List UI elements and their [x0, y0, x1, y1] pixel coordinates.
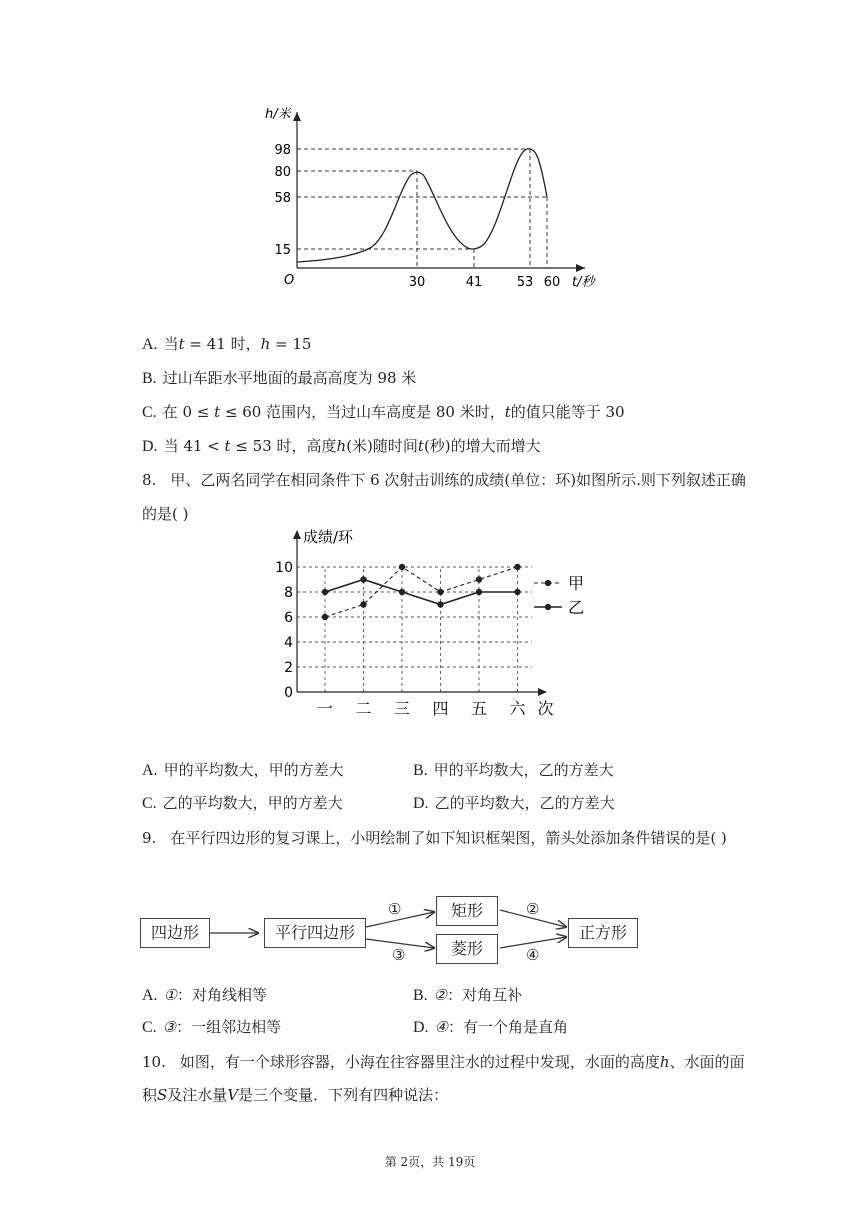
x-axis-arrow [538, 688, 547, 696]
q9-option-a: A. ①：对角线相等 [142, 986, 268, 1004]
flow-box-rectangle: 矩形 [436, 896, 498, 926]
q7-option-a: A. 当t = 41 时，h = 15 [142, 335, 312, 353]
flow-box-square: 正方形 [568, 918, 638, 948]
series-1-point [322, 614, 328, 620]
arrow-marker-4: ④ [526, 946, 540, 964]
x-axis-label: t/秒 [572, 275, 595, 290]
q10-stem-line2: 积S及注水量V是三个变量．下列有四种说法： [142, 1086, 449, 1104]
y-tick: 58 [274, 191, 291, 206]
y-tick-label: 10 [275, 560, 293, 576]
x-tick-label: 六 [509, 699, 526, 718]
series-1-point [437, 589, 443, 595]
legend-marker-2 [545, 604, 551, 610]
q7-option-d: D. 当 41 < t ≤ 53 时，高度h(米)随时间t(秒)的增大而增大 [142, 437, 541, 455]
y-tick-label: 0 [284, 685, 293, 701]
origin-label: O [284, 273, 295, 288]
y-tick-label: 6 [284, 610, 293, 626]
x-axis-label: 次 [537, 699, 554, 718]
series-2-point [399, 589, 405, 595]
legend-label-2: 乙 [568, 598, 585, 617]
series-1-point [399, 564, 405, 570]
series-1-point [360, 601, 366, 607]
series-2-point [476, 589, 482, 595]
q9-stem: 9. 在平行四边形的复习课上，小明绘制了如下知识框架图，箭头处添加条件错误的是( ) [142, 829, 727, 847]
arrow-marker-1: ① [388, 900, 402, 918]
flow-box-quadrilateral: 四边形 [140, 918, 210, 948]
x-tick-label: 一 [316, 699, 334, 718]
x-tick-label: 三 [393, 699, 411, 718]
flow-box-rhombus: 菱形 [436, 934, 498, 964]
x-tick-label: 四 [432, 699, 449, 718]
q8-number: 8. [142, 471, 157, 489]
series-2-point [514, 589, 520, 595]
x-tick-label: 二 [355, 699, 372, 718]
legend-marker-1 [545, 580, 551, 586]
height-curve [297, 149, 547, 262]
q7-option-c: C. 在 0 ≤ t ≤ 60 范围内，当过山车高度是 80 米时，t的值只能等于 30 [142, 403, 625, 421]
q8-option-d: D. 乙的平均数大，乙的方差大 [413, 794, 615, 812]
q9-option-c: C. ③：一组邻边相等 [142, 1018, 282, 1036]
x-tick: 53 [516, 275, 534, 290]
x-tick: 60 [543, 275, 561, 290]
q9-number: 9. [142, 829, 157, 847]
y-axis-label: 成绩/环 [303, 528, 354, 546]
y-tick-label: 8 [284, 585, 293, 601]
legend-label-1: 甲 [568, 574, 585, 593]
y-axis-arrow [293, 530, 301, 539]
y-tick: 80 [274, 165, 291, 180]
q10-number: 10. [142, 1053, 166, 1071]
y-tick-label: 4 [284, 635, 293, 651]
q8-option-c: C. 乙的平均数大，甲的方差大 [142, 794, 343, 812]
arrow-marker-3: ③ [392, 946, 406, 964]
flow-box-parallelogram: 平行四边形 [264, 918, 366, 948]
arrow-marker-2: ② [526, 900, 540, 918]
q7-option-b: B. 过山车距水平地面的最高高度为 98 米 [142, 369, 417, 387]
y-axis-label: h/米 [265, 107, 291, 122]
q8-option-b: B. 甲的平均数大，乙的方差大 [413, 761, 614, 779]
q8-stem-line1: 8. 甲、乙两名同学在相同条件下 6 次射击训练的成绩(单位：环)如图所示.则下列叙述正确 [142, 471, 746, 489]
series-1-point [514, 564, 520, 570]
q10-stem-line1: 10. 如图，有一个球形容器，小海在往容器里注水的过程中发现，水面的高度h、水面的面 [142, 1053, 745, 1071]
q8-option-a: A. 甲的平均数大，甲的方差大 [142, 761, 344, 779]
y-tick-label: 2 [284, 660, 293, 676]
x-tick: 41 [465, 275, 483, 290]
page-footer: 第 2页，共 19页 [384, 1155, 476, 1169]
series-2-point [437, 601, 443, 607]
q9-option-b: B. ②：对角互补 [413, 986, 523, 1004]
q8-stem-line2: 的是( ) [142, 505, 189, 523]
y-tick: 15 [274, 243, 291, 258]
x-tick-label: 五 [470, 699, 488, 718]
series-1-point [476, 576, 482, 582]
y-tick: 98 [274, 143, 291, 158]
score-chart [262, 526, 602, 720]
q9-option-d: D. ④：有一个角是直角 [413, 1018, 569, 1036]
series-2-point [360, 576, 366, 582]
height-time-graph [260, 100, 610, 295]
x-tick: 30 [408, 275, 426, 290]
series-2-point [322, 589, 328, 595]
